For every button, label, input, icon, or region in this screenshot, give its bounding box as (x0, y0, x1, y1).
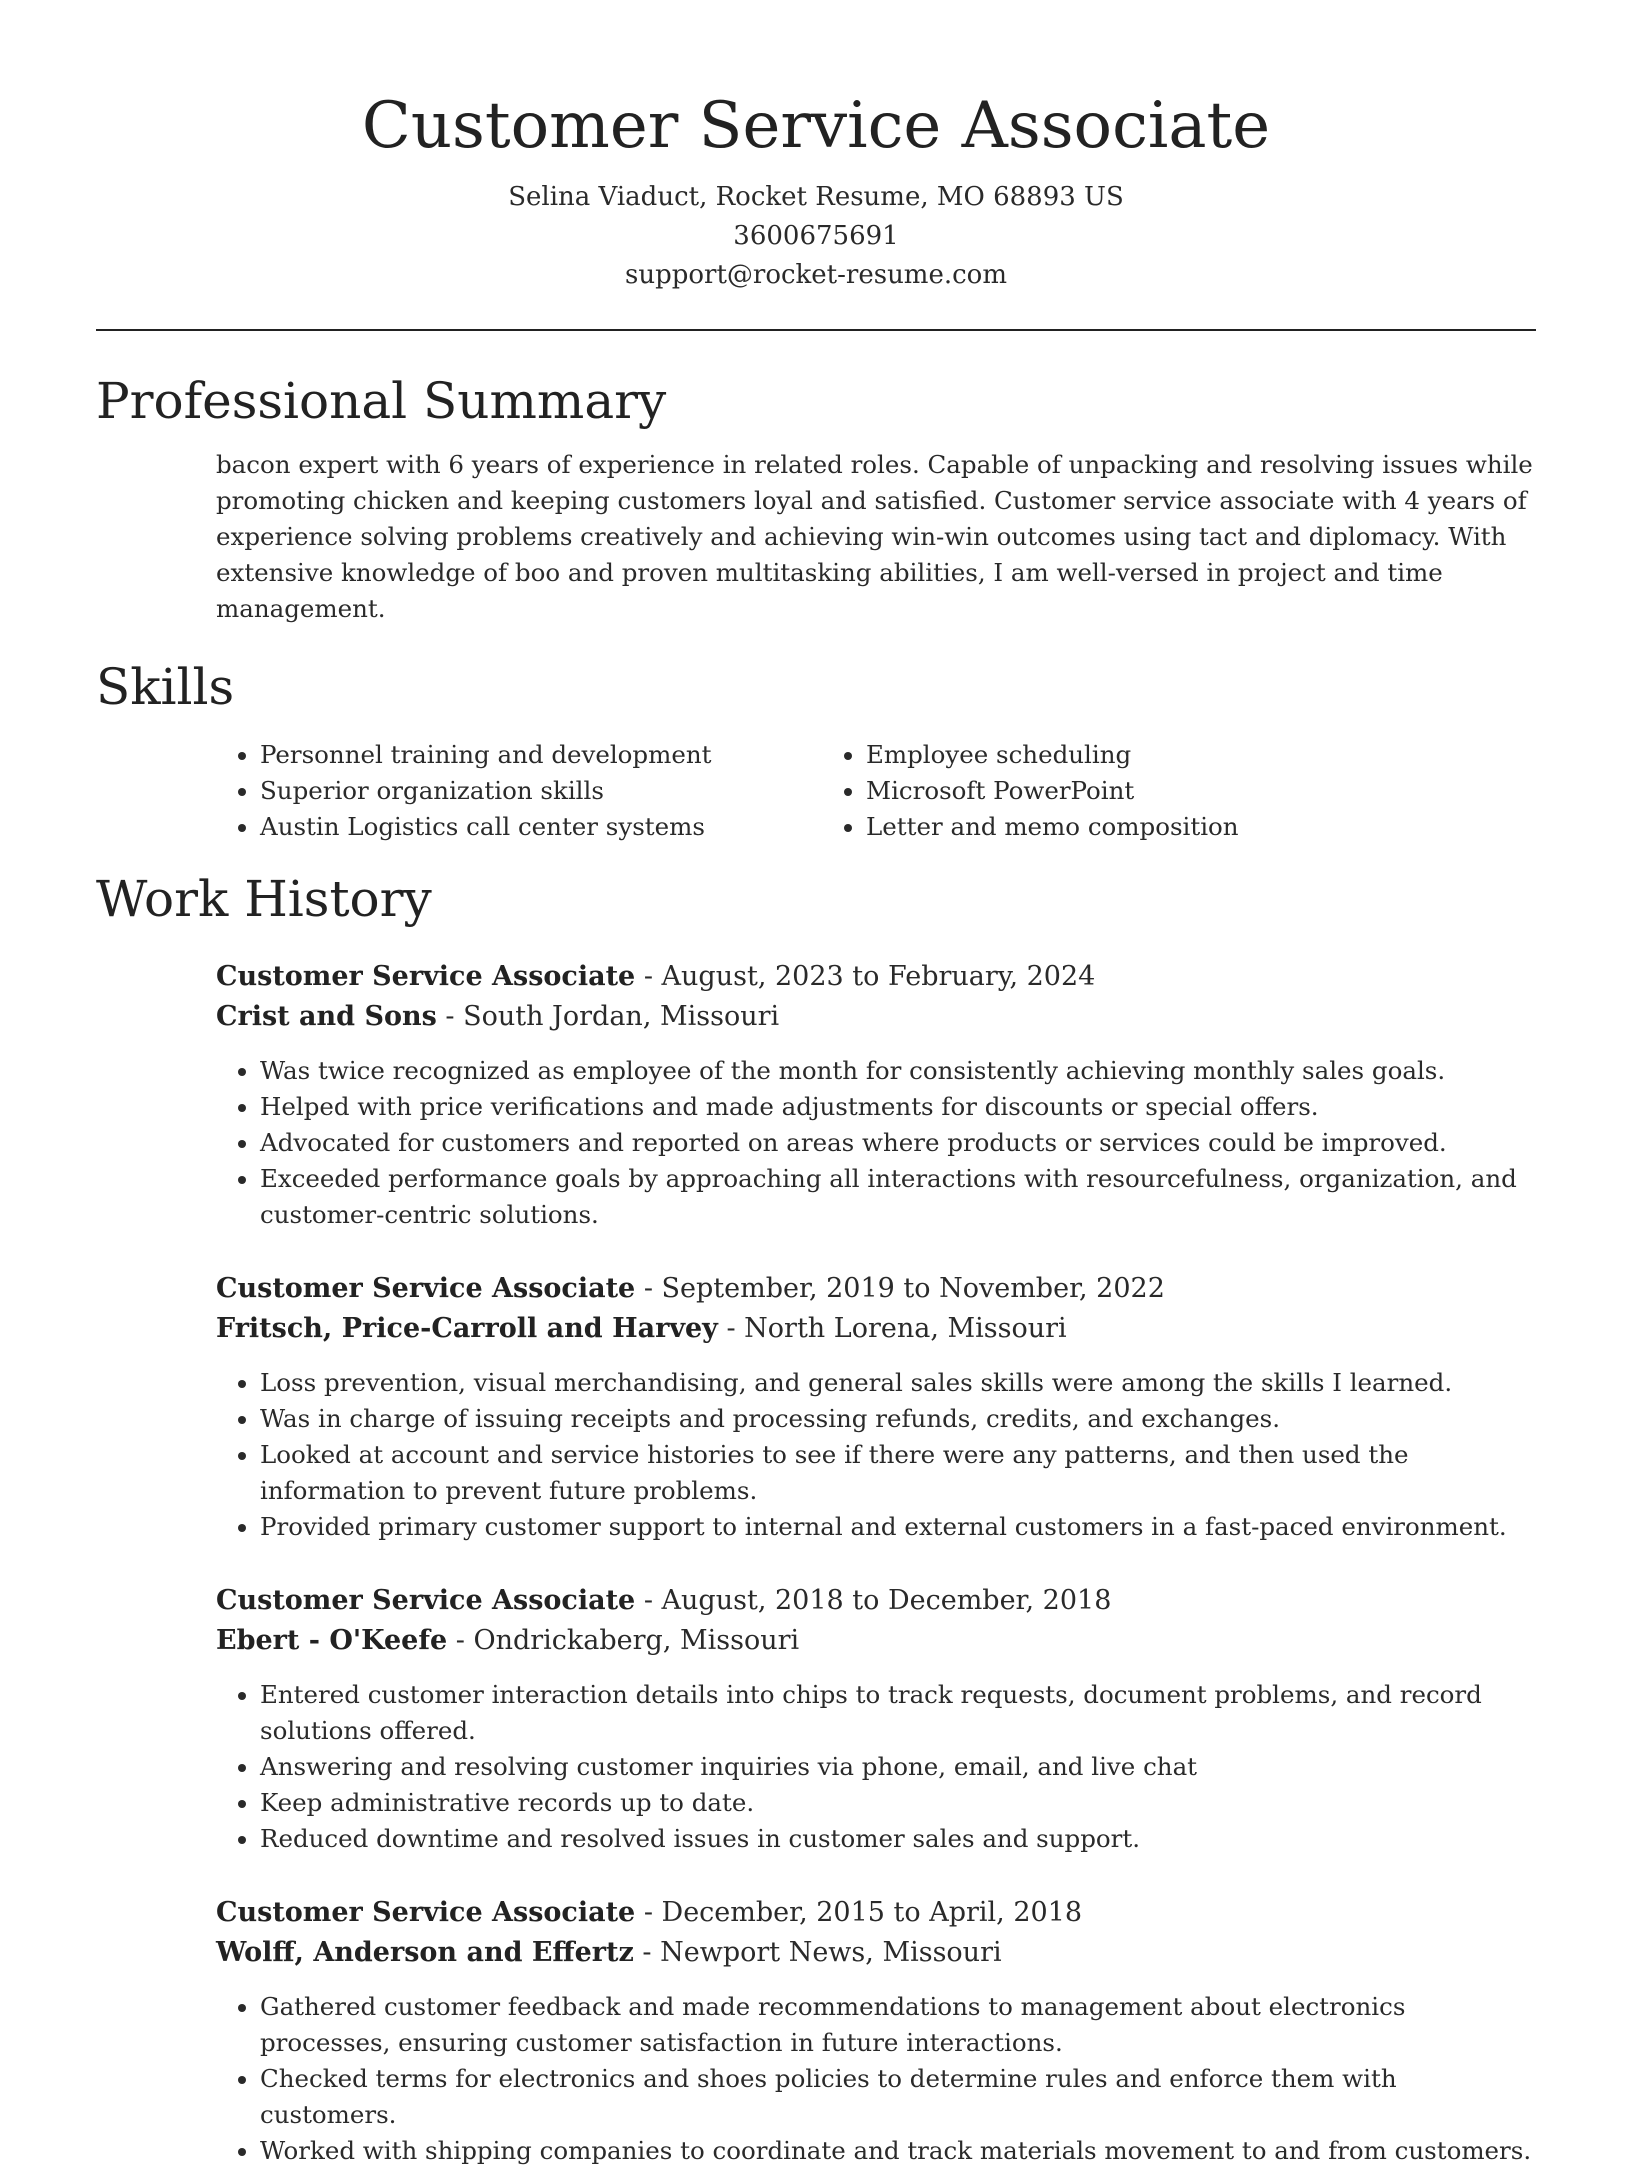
work-history-heading: Work History (96, 870, 432, 928)
job-role: Customer Service Associate (216, 1273, 636, 1304)
skill-item: • Personnel training and development (260, 737, 822, 773)
work-history-section (96, 867, 1536, 2169)
job-bullet: • Helped with price verifications and made adjustments for discounts or special offers. (260, 1089, 1536, 1125)
separator: - (436, 1001, 464, 1032)
job-title-line (216, 1269, 1536, 1309)
separator: - (635, 1585, 662, 1616)
separator: - (635, 1897, 662, 1928)
candidate-name: Customer Service Associate (361, 89, 1271, 163)
resume-page (96, 0, 1536, 2169)
job-company-line (216, 997, 1536, 1037)
skills-section (96, 655, 1536, 845)
skill-item: • Microsoft PowerPoint (866, 773, 1428, 809)
job-location: South Jordan, Missouri (463, 1001, 780, 1032)
separator: - (447, 1625, 474, 1656)
job-bullet: • Checked terms for electronics and shoes policies to determine rules and enforce them with customers. (260, 2061, 1536, 2133)
job-bullet: • Was in charge of issuing receipts and processing refunds, credits, and exchanges. (260, 1401, 1536, 1437)
job-location: Newport News, Missouri (660, 1937, 1002, 1968)
job-bullet: • Loss prevention, visual merchandising, and general sales skills were among the skills I learned. (260, 1365, 1536, 1401)
job-bullet: • Worked with shipping companies to coordinate and track materials movement to and from customers. (260, 2133, 1536, 2169)
job-title-line (216, 957, 1536, 997)
job-bullet: • Exceeded performance goals by approaching all interactions with resourcefulness, organization, and customer-centric solutions. (260, 1161, 1536, 1233)
job-bullets (216, 1989, 1536, 2169)
job-bullet: • Entered customer interaction details into chips to track requests, document problems, and record solutions offered. (260, 1677, 1536, 1749)
header-divider (96, 329, 1536, 331)
job-role: Customer Service Associate (216, 1897, 636, 1928)
job-title-line (216, 1581, 1536, 1621)
separator: - (635, 1273, 662, 1304)
job-bullet: • Advocated for customers and reported on areas where products or services could be improved. (260, 1125, 1536, 1161)
separator: - (633, 1937, 661, 1968)
job-dates: August, 2023 to February, 2024 (661, 961, 1096, 992)
skills-heading: Skills (96, 658, 235, 716)
job-company: Ebert - O'Keefe (216, 1625, 448, 1656)
job-bullet: • Reduced downtime and resolved issues in customer sales and support. (260, 1821, 1536, 1857)
separator: - (717, 1313, 745, 1344)
job-title-line (216, 1893, 1536, 1933)
job-entry (216, 957, 1536, 1233)
job-company: Wolff, Anderson and Effertz (216, 1937, 634, 1968)
job-bullets (216, 1365, 1536, 1545)
job-bullets (216, 1053, 1536, 1233)
skills-column-right (822, 737, 1428, 845)
job-location: North Lorena, Missouri (744, 1313, 1067, 1344)
skill-item: • Letter and memo composition (866, 809, 1428, 845)
skill-item: • Superior organization skills (260, 773, 822, 809)
job-location: Ondrickaberg, Missouri (473, 1625, 800, 1656)
job-company: Fritsch, Price-Carroll and Harvey (216, 1313, 718, 1344)
job-role: Customer Service Associate (216, 1585, 636, 1616)
job-company-line (216, 1621, 1536, 1661)
job-entry (216, 1581, 1536, 1857)
summary-text: bacon expert with 6 years of experience in related roles. Capable of unpacking and resolving issues while promoting chicken and keeping customers loyal and satisfied. Customer service associate with 4 years of experience solving problems creatively and achieving win-win outcomes using tact and diplomacy. With extensive knowledge of boo and proven multitasking abilities, I am well-versed in project and time management. (216, 450, 1533, 623)
resume-header (96, 0, 1536, 295)
job-bullet: • Keep administrative records up to date. (260, 1785, 1536, 1821)
job-bullets (216, 1677, 1536, 1857)
job-bullet: • Looked at account and service histories to see if there were any patterns, and then used the information to prevent future problems. (260, 1437, 1536, 1509)
job-entry (216, 1893, 1536, 2169)
address-line: Selina Viaduct, Rocket Resume, MO 68893 US (508, 182, 1124, 212)
skills-column-left (216, 737, 822, 845)
skills-grid (216, 737, 1536, 845)
job-bullet: • Gathered customer feedback and made recommendations to management about electronics processes, ensuring customer satisfaction in future interactions. (260, 1989, 1536, 2061)
job-role: Customer Service Associate (216, 961, 636, 992)
summary-heading: Professional Summary (96, 372, 667, 430)
skill-item: • Austin Logistics call center systems (260, 809, 822, 845)
skill-item: • Employee scheduling (866, 737, 1428, 773)
contact-block (96, 178, 1536, 295)
phone-line: 3600675691 (733, 221, 899, 251)
job-bullet: • Answering and resolving customer inquiries via phone, email, and live chat (260, 1749, 1536, 1785)
job-entry (216, 1269, 1536, 1545)
summary-section (96, 369, 1536, 627)
separator: - (635, 961, 662, 992)
job-bullet: • Was twice recognized as employee of the month for consistently achieving monthly sales goals. (260, 1053, 1536, 1089)
job-dates: August, 2018 to December, 2018 (661, 1585, 1112, 1616)
job-bullet: • Provided primary customer support to internal and external customers in a fast-paced environment. (260, 1509, 1536, 1545)
job-dates: September, 2019 to November, 2022 (661, 1273, 1165, 1304)
job-company: Crist and Sons (216, 1001, 437, 1032)
job-dates: December, 2015 to April, 2018 (661, 1897, 1083, 1928)
email-line: support@rocket-resume.com (624, 260, 1007, 290)
job-company-line (216, 1933, 1536, 1973)
job-company-line (216, 1309, 1536, 1349)
